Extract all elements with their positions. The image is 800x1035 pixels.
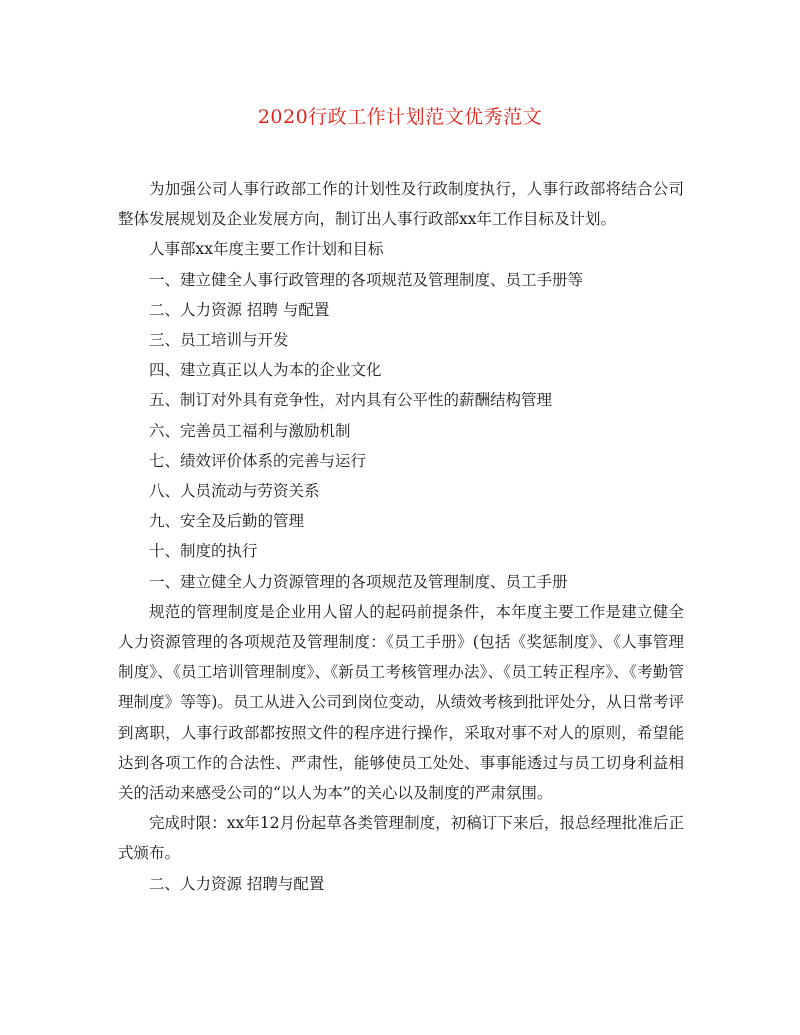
document-title: 2020行政工作计划范文优秀范文 [257, 106, 543, 128]
list-item: 六、完善员工福利与激励机制 [149, 421, 351, 440]
section-heading: 二、人力资源 招聘与配置 [149, 874, 325, 893]
list-item: 四、建立真正以人为本的企业文化 [149, 361, 382, 380]
list-item: 一、建立健全人事行政管理的各项规范及管理制度、员工手册等 [149, 270, 584, 289]
list-item: 三、员工培训与开发 [149, 331, 289, 350]
section-heading: 一、建立健全人力资源管理的各项规范及管理制度、员工手册 [149, 572, 568, 591]
paragraph-heading-plan: 人事部xx年度主要工作计划和目标 [149, 240, 384, 259]
paragraph-intro: 为加强公司人事行政部工作的计划性及行政制度执行，人事行政部将结合公司整体发展规划及企业发展方向，制订出人事行政部xx年工作目标及计划。 [118, 180, 684, 229]
list-item: 八、人员流动与劳资关系 [149, 482, 320, 501]
document-body [118, 174, 684, 899]
list-item: 七、绩效评价体系的完善与运行 [149, 451, 367, 470]
list-item: 五、制订对外具有竞争性，对内具有公平性的薪酬结构管理 [149, 391, 553, 410]
list-item: 二、人力资源 招聘 与配置 [149, 300, 330, 319]
paragraph-body: 规范的管理制度是企业用人留人的起码前提条件，本年度主要工作是建立健全人力资源管理的各项规范及管理制度：《员工手册》(包括《奖惩制度》、《人事管理制度》、《员工培训管理制度》、《新员工考核管理办法》、《员工转正程序》、《考勤管理制度》等等)。员工从进入公司到岗位变动，从绩效考核到批评处分，从日常考评到离职，人事行政部都按照文件的程序进行操作，采取对事不对人的原则，希望能达到各项工作的合法性、严肃性，能够使员工处处、事事能透过与员工切身利益相关的活动来感受公司的“以人为本”的关心以及制度的严肃氛围。 [118, 602, 684, 803]
paragraph-deadline: 完成时限：xx年12月份起草各类管理制度，初稿订下来后，报总经理批准后正式颁布。 [118, 814, 684, 863]
list-item: 十、制度的执行 [149, 542, 258, 561]
list-item: 九、安全及后勤的管理 [149, 512, 305, 531]
